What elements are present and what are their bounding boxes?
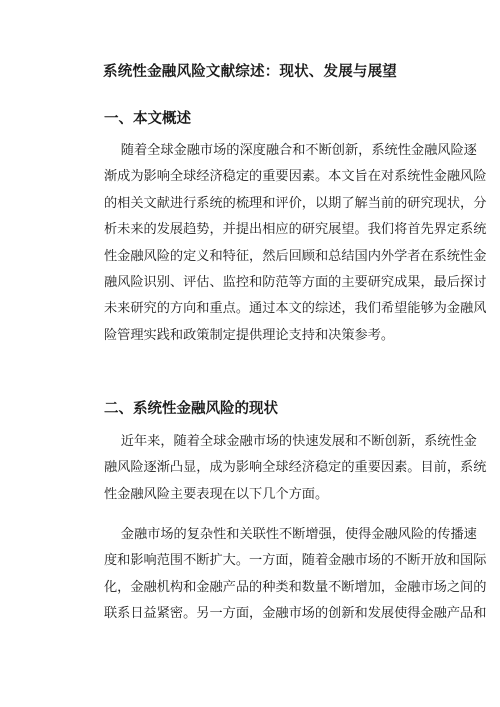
paragraph-line: 联系日益紧密。另一方面，金融市场的创新和发展使得金融产品和 [104,606,487,622]
paragraph-line: 金融市场的复杂性和关联性不断增强，使得金融风险的传播速 [104,527,477,542]
paragraph-status-complexity [104,522,487,628]
paragraph-line: 未来研究的方向和重点。通过本文的综述，我们希望能够为金融风 [104,301,487,317]
paragraph-line: 随着全球金融市场的深度融合和不断创新，系统性金融风险逐 [104,143,477,158]
paragraph-status-intro [104,429,487,508]
section-heading-status: 二、系统性金融风险的现状 [104,400,278,417]
paragraph-overview [104,138,487,349]
section-heading-overview: 一、本文概述 [104,110,191,127]
paragraph-line: 度和影响范围不断扩大。一方面，随着金融市场的不断开放和国际 [104,553,487,569]
paragraph-line: 渐成为影响全球经济稳定的重要因素。本文旨在对系统性金融风险 [104,169,487,185]
paragraph-line: 性金融风险的定义和特征，然后回顾和总结国内外学者在系统性金 [104,248,487,264]
paragraph-line: 析未来的发展趋势，并提出相应的研究展望。我们将首先界定系统 [104,222,487,238]
paragraph-line: 性金融风险主要表现在以下几个方面。 [104,486,329,502]
paragraph-line: 近年来，随着全球金融市场的快速发展和不断创新，系统性金 [104,434,477,449]
paragraph-line: 险管理实践和政策制定提供理论支持和决策参考。 [104,327,395,343]
paragraph-line: 融风险识别、评估、监控和防范等方面的主要研究成果，最后探讨 [104,274,487,290]
paragraph-line: 化，金融机构和金融产品的种类和数量不断增加，金融市场之间的 [104,579,487,595]
paragraph-line: 的相关文献进行系统的梳理和评价，以期了解当前的研究现状，分 [104,195,487,211]
document-title: 系统性金融风险文献综述：现状、发展与展望 [103,63,397,80]
paragraph-line: 融风险逐渐凸显，成为影响全球经济稳定的重要因素。目前，系统 [104,460,487,476]
